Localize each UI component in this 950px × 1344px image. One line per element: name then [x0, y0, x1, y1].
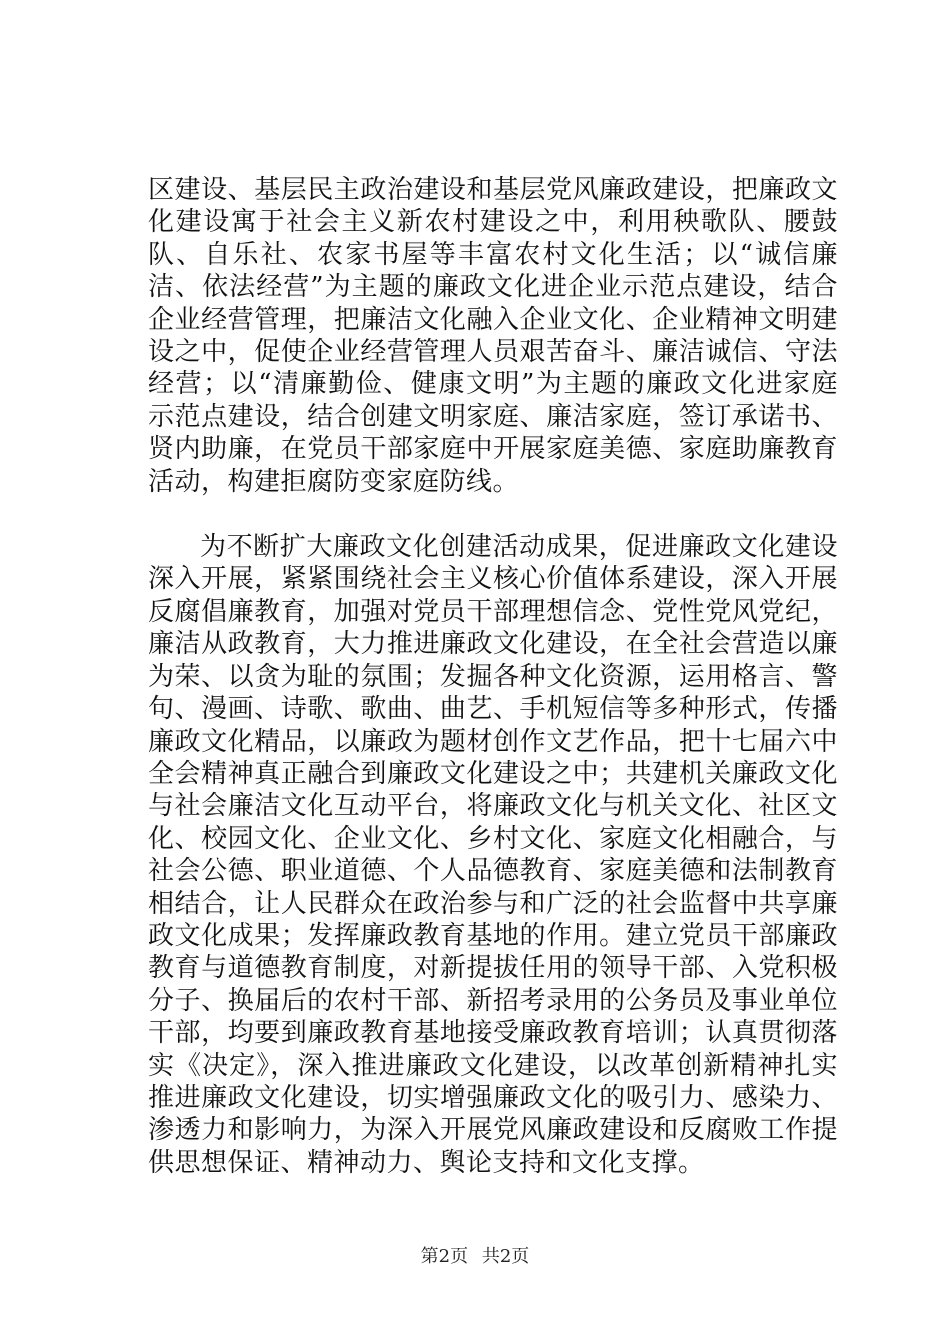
document-body — [148, 174, 838, 1179]
page-footer — [0, 1245, 950, 1269]
page-number-total: 共2页 — [481, 1246, 530, 1267]
paragraph-2: 为不断扩大廉政文化创建活动成果，促进廉政文化建设深入开展，紧紧围绕社会主义核心价值体系建设，深入开展反腐倡廉教育，加强对党员干部理想信念、党性党风党纪，廉洁从政教育，大力推进廉政文化建设，在全社会营造以廉为荣、以贪为耻的氛围；发掘各种文化资源，运用格言、警句、漫画、诗歌、歌曲、曲艺、手机短信等多种形式，传播廉政文化精品，以廉政为题材创作文艺作品，把十七届六中全会精神真正融合到廉政文化建设之中；共建机关廉政文化与社会廉洁文化互动平台，将廉政文化与机关文化、社区文化、校园文化、企业文化、乡村文化、家庭文化相融合，与社会公德、职业道德、个人品德教育、家庭美德和法制教育相结合，让人民群众在政治参与和广泛的社会监督中共享廉政文化成果；发挥廉政教育基地的作用。建立党员干部廉政教育与道德教育制度，对新提拔任用的领导干部、入党积极分子、换届后的农村干部、新招考录用的公务员及事业单位干部，均要到廉政教育基地接受廉政教育培训；认真贯彻落实《决定》，深入推进廉政文化建设，以改革创新精神扎实推进廉政文化建设，切实增强廉政文化的吸引力、感染力、渗透力和影响力，为深入开展党风廉政建设和反腐败工作提供思想保证、精神动力、舆论支持和文化支撑。 — [148, 532, 838, 1178]
paragraph-1: 区建设、基层民主政治建设和基层党风廉政建设，把廉政文化建设寓于社会主义新农村建设之中，利用秧歌队、腰鼓队、自乐社、农家书屋等丰富农村文化生活；以“诚信廉洁、依法经营”为主题的廉政文化进企业示范点建设，结合企业经营管理，把廉洁文化融入企业文化、企业精神文明建设之中，促使企业经营管理人员艰苦奋斗、廉洁诚信、守法经营；以“清廉勤俭、健康文明”为主题的廉政文化进家庭示范点建设，结合创建文明家庭、廉洁家庭，签订承诺书、贤内助廉，在党员干部家庭中开展家庭美德、家庭助廉教育活动，构建拒腐防变家庭防线。 — [148, 175, 838, 497]
page-number-current: 第2页 — [420, 1246, 469, 1267]
